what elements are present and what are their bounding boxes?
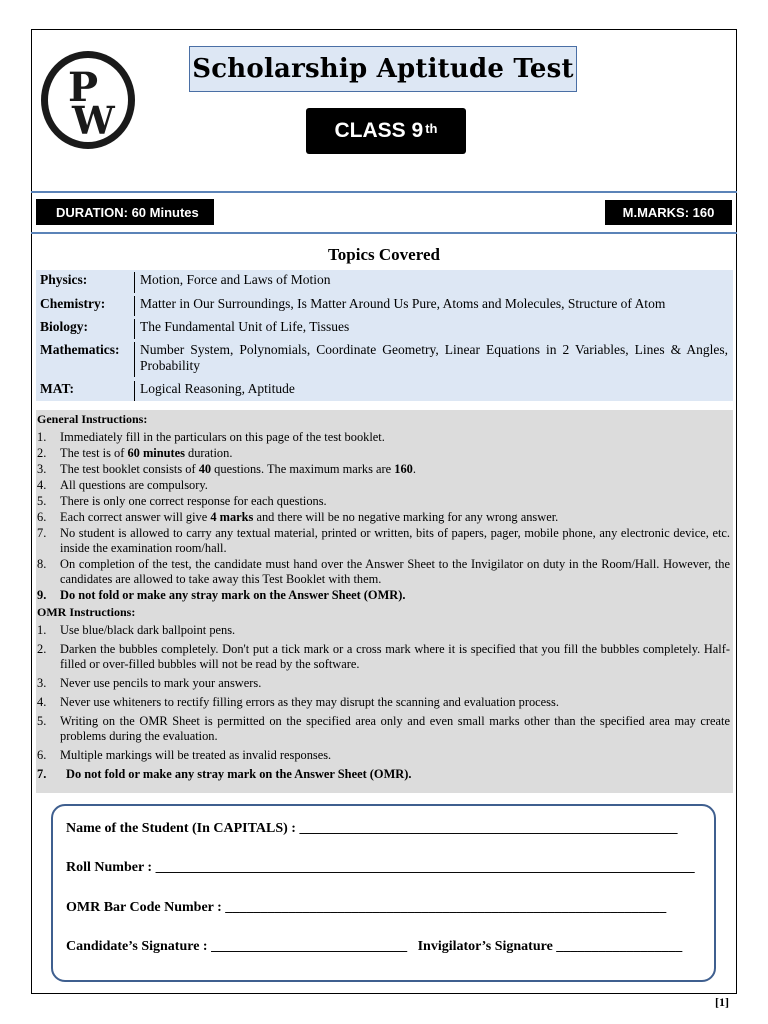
text-part: duration. [184, 446, 233, 460]
item-text: There is only one correct response for each questions. [60, 494, 327, 508]
topic-subject: Biology: [36, 319, 135, 339]
item-number: 5. [37, 714, 47, 728]
text-part: questions. The maximum marks are [211, 462, 395, 476]
item-number: 8. [37, 557, 47, 571]
item-text: Never use whiteners to rectify filling errors as they may disrupt the scanning and evaluation process. [60, 695, 559, 709]
topics-table [36, 270, 733, 401]
list-item [37, 446, 730, 461]
text-part: The test is of [60, 446, 128, 460]
item-text: Multiple markings will be treated as invalid responses. [60, 748, 332, 762]
item-number: 3. [37, 676, 47, 690]
item-text [60, 462, 730, 477]
topic-subject: Mathematics: [36, 342, 135, 377]
topic-content: The Fundamental Unit of Life, Tissues [140, 319, 350, 334]
topic-content: Motion, Force and Laws of Motion [140, 272, 331, 287]
topic-content: Number System, Polynomials, Coordinate Geometry, Linear Equations in 2 Variables, Lines & Angles, Probability [140, 342, 728, 373]
student-details-form [51, 804, 716, 982]
item-number: 4. [37, 695, 47, 709]
topic-row-mat [36, 377, 733, 401]
omr-barcode-field[interactable]: OMR Bar Code Number : _______________________________________________________________ [66, 900, 667, 915]
topic-subject: Physics: [36, 272, 135, 293]
list-item [37, 642, 730, 672]
topic-content: Logical Reasoning, Aptitude [140, 381, 295, 396]
item-number: 9. [37, 588, 47, 602]
instructions-panel [36, 410, 733, 793]
item-number: 2. [37, 642, 47, 656]
item-text: Do not fold or make any stray mark on the Answer Sheet (OMR). [60, 588, 406, 602]
duration-badge: DURATION: 60 Minutes [36, 199, 214, 225]
item-text: Use blue/black dark ballpoint pens. [60, 623, 236, 637]
text-bold: 60 minutes [127, 446, 185, 460]
text-bold: 4 marks [210, 510, 254, 524]
list-item [37, 623, 730, 638]
list-item [37, 430, 730, 445]
item-number: 6. [37, 748, 47, 762]
topic-row-mathematics [36, 339, 733, 377]
text-bold: 160 [394, 462, 413, 476]
topic-content: Matter in Our Surroundings, Is Matter Around Us Pure, Atoms and Molecules, Structure of Atom [140, 296, 666, 311]
invigilator-signature-field[interactable]: Invigilator’s Signature __________________ [417, 939, 683, 954]
max-marks-badge: M.MARKS: 160 [605, 200, 732, 225]
topic-row-chemistry [36, 293, 733, 316]
list-item [37, 767, 730, 782]
item-number: 7. [37, 526, 47, 540]
item-number: 3. [37, 462, 47, 476]
list-item [37, 510, 730, 525]
pw-logo [41, 51, 135, 149]
text-part: Each correct answer will give [60, 510, 211, 524]
item-number: 6. [37, 510, 47, 524]
list-item [37, 557, 730, 587]
divider-top [31, 191, 737, 193]
list-item [37, 748, 730, 763]
topic-subject: Chemistry: [36, 296, 135, 316]
text-part: . [412, 462, 416, 476]
list-item [37, 695, 730, 710]
text-part: The test booklet consists of [60, 462, 199, 476]
item-text [60, 510, 730, 525]
divider-bottom [31, 232, 737, 234]
logo-letter-p: P [68, 64, 99, 111]
item-text [60, 446, 730, 461]
item-text: Never use pencils to mark your answers. [60, 676, 262, 690]
item-text: Immediately fill in the particulars on this page of the test booklet. [60, 430, 385, 444]
item-number: 2. [37, 446, 47, 460]
signature-fields [66, 939, 682, 955]
test-title: Scholarship Aptitude Test [189, 46, 577, 92]
class-sup: th [425, 120, 438, 136]
topics-title: Topics Covered [328, 245, 440, 264]
item-number: 5. [37, 494, 47, 508]
item-text: No student is allowed to carry any textual material, printed or written, bits of papers, pager, mobile phone, any electronic device, etc. inside the examination room/hall. [60, 526, 730, 555]
item-number: 4. [37, 478, 47, 492]
item-number: 7. [37, 767, 47, 781]
topic-row-physics [36, 270, 733, 293]
text-bold: 40 [198, 462, 212, 476]
item-number: 1. [37, 623, 47, 637]
item-text: Do not fold or make any stray mark on the Answer Sheet (OMR). [66, 767, 412, 781]
student-name-field[interactable]: Name of the Student (In CAPITALS) : ______________________________________________________ [66, 821, 678, 836]
candidate-signature-field[interactable]: Candidate’s Signature : ____________________________ [66, 939, 408, 954]
topic-subject: MAT: [36, 381, 135, 401]
item-text: All questions are compulsory. [60, 478, 208, 492]
item-text: Writing on the OMR Sheet is permitted on the specified area only and even small marks other than the specified area may create problems during the evaluation. [60, 714, 730, 743]
general-instructions-heading: General Instructions: [37, 412, 148, 426]
omr-instructions-heading: OMR Instructions: [37, 605, 136, 619]
topic-row-biology [36, 316, 733, 339]
list-item [37, 478, 730, 493]
pw-logo-inner [48, 58, 128, 142]
logo-letter-w: W [72, 98, 115, 143]
list-item [37, 676, 730, 691]
list-item [37, 494, 730, 509]
text-part: and there will be no negative marking for any wrong answer. [253, 510, 559, 524]
class-label: CLASS 9 [334, 119, 424, 142]
item-text: Darken the bubbles completely. Don't put a tick mark or a cross mark where it is specified that you fill the bubbles completely. Half-filled or over-filled bubbles will not be read by the software. [60, 642, 730, 671]
roll-number-field[interactable]: Roll Number : _____________________________________________________________________________ [66, 860, 695, 875]
list-item [37, 526, 730, 556]
item-number: 1. [37, 430, 47, 444]
list-item [37, 714, 730, 744]
class-badge [306, 108, 466, 154]
list-item [37, 588, 730, 603]
item-text: On completion of the test, the candidate must hand over the Answer Sheet to the Invigilator on duty in the Room/Hall. However, the candidates are allowed to take away this Test Booklet with them. [60, 557, 730, 586]
page-number: [1] [715, 995, 729, 1009]
list-item [37, 462, 730, 477]
